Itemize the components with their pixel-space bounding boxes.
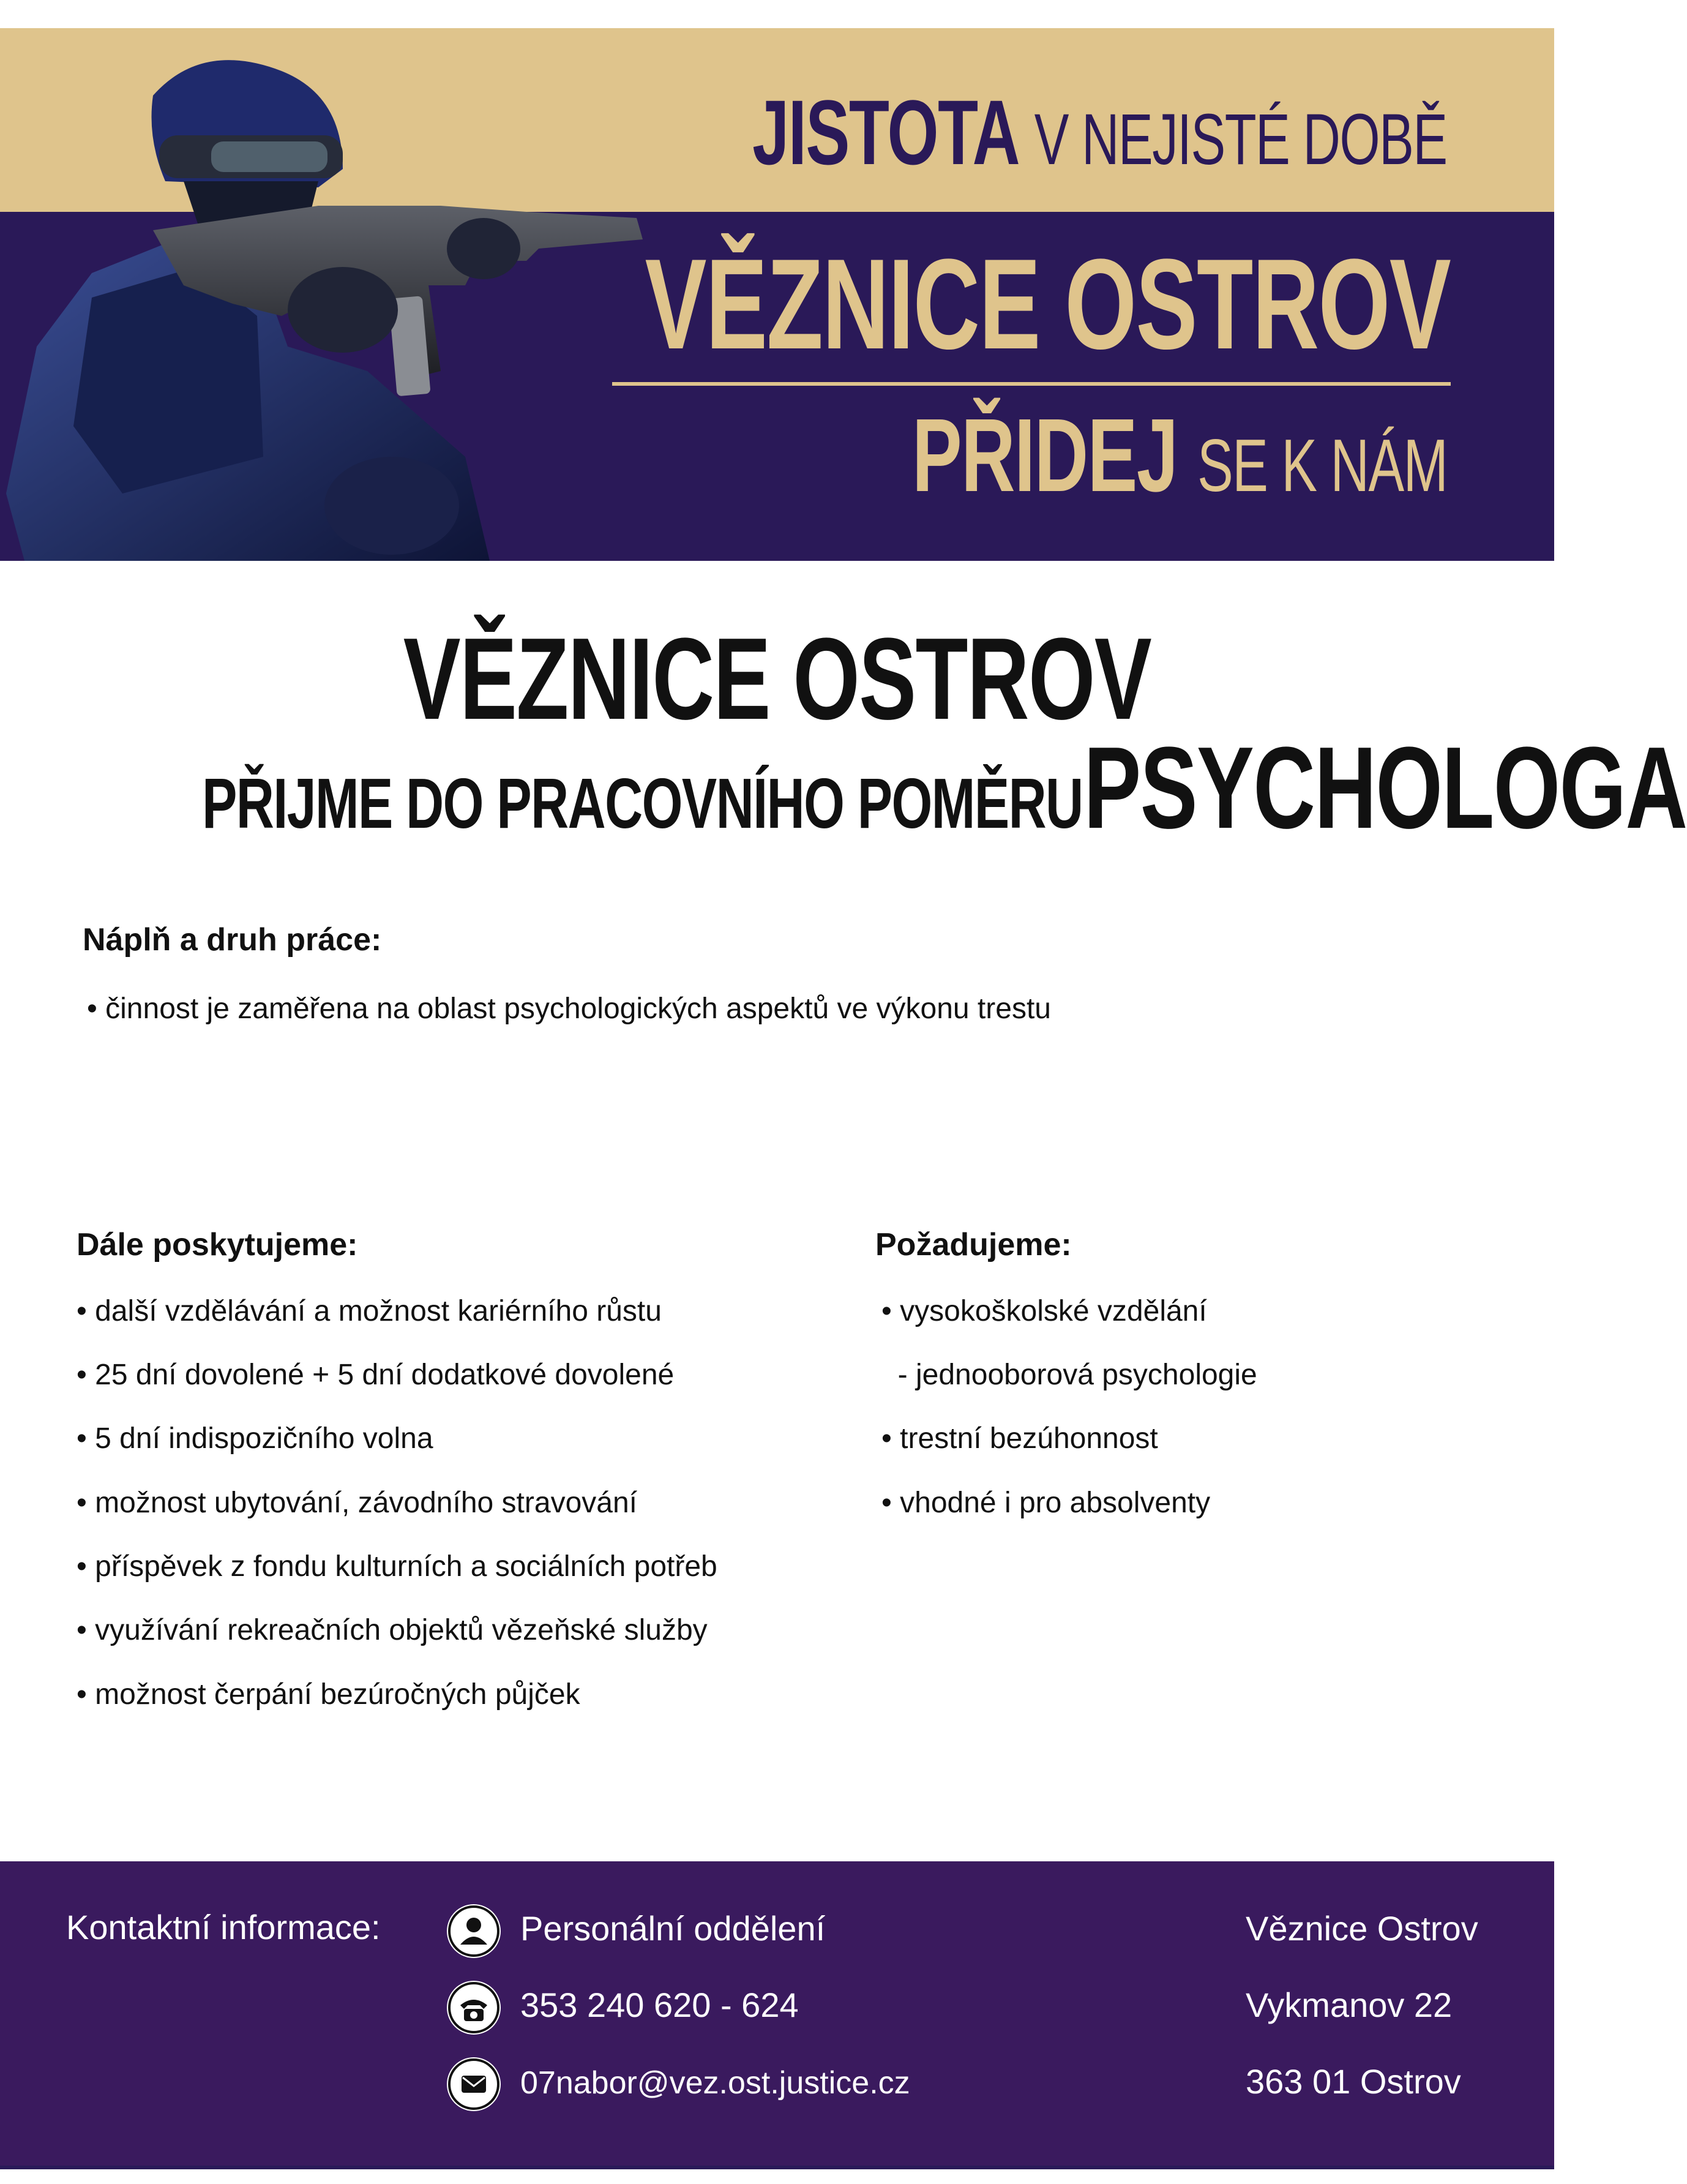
poskytujeme-item: • využívání rekreačních objektů vězeňské služby [77,1614,708,1646]
contact-phone-link[interactable]: 353 240 620 - 624 [520,1986,799,2024]
headline-institution: VĚZNICE OSTROV [403,614,1151,744]
contact-label: Kontaktní informace: [66,1908,381,1946]
address-name: Věznice Ostrov [1246,1909,1478,1948]
poskytujeme-item: • další vzdělávání a možnost kariérního růstu [77,1295,662,1327]
poskytujeme-item: • příspěvek z fondu kulturních a sociálních potřeb [77,1550,717,1583]
pozadujeme-item: • vysokoškolské vzdělání [881,1295,1207,1327]
tagline [753,80,1447,186]
pozadujeme-title: Požadujeme: [875,1227,1072,1263]
headline-position-role: PSYCHOLOGA [1083,723,1687,853]
poskytujeme-item: • možnost ubytování, závodního stravování [77,1487,637,1519]
footer-bottom-line [0,2166,1554,2169]
brand-title: VĚZNICE OSTROV [645,232,1450,376]
pozadujeme-item: • vhodné i pro absolventy [881,1487,1211,1519]
napln-title: Náplň a druh práce: [83,922,382,958]
headline-position [202,721,1687,855]
pozadujeme-item: • trestní bezúhonnost [881,1422,1158,1455]
phone-icon [447,1981,501,2035]
brand-underline [612,382,1451,386]
poskytujeme-title: Dále poskytujeme: [77,1227,358,1263]
contact-department: Personální oddělení [520,1909,826,1948]
tagline-rest: V NEJISTÉ DOBĚ [1034,99,1447,180]
poskytujeme-item: • 5 dní indispozičního volna [77,1422,433,1455]
headline-position-prefix: PŘIJME DO PRACOVNÍHO POMĚRU [202,764,1083,843]
napln-item: • činnost je zaměřena na oblast psychologických aspektů ve výkonu trestu [87,993,1051,1025]
tagline-bold: JISTOTA [752,81,1017,184]
join-slogan [912,396,1447,516]
pozadujeme-item: - jednooborová psychologie [881,1359,1257,1391]
join-bold: PŘIDEJ [911,397,1178,514]
address-city: 363 01 Ostrov [1246,2062,1461,2101]
person-icon [447,1904,501,1958]
header-banner [0,28,1554,561]
address-street: Vykmanov 22 [1246,1986,1453,2024]
soldier-illustration [0,28,661,561]
contact-email-link[interactable]: 07nabor@vez.ost.justice.cz [520,2065,910,2101]
join-rest: SE K NÁM [1197,424,1447,507]
poskytujeme-item: • možnost čerpání bezúročných půjček [77,1678,580,1711]
poskytujeme-item: • 25 dní dovolené + 5 dní dodatkové dovolené [77,1359,675,1391]
mail-icon [447,2057,501,2111]
